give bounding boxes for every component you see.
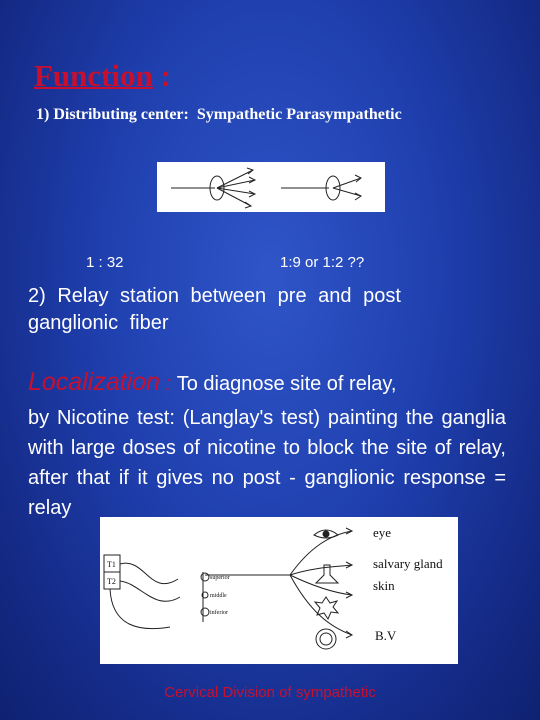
localization-colon: : — [160, 373, 177, 395]
label-bv: B.V — [375, 628, 397, 643]
label-salivary-gland: salvary gland — [373, 556, 443, 571]
label-superior: superior — [210, 575, 230, 581]
relay-station-text: 2) Relay station between pre and post ganglionic fiber — [28, 285, 401, 334]
label-eye: eye — [373, 525, 392, 540]
skin-icon — [315, 597, 338, 619]
heading-colon: : — [152, 58, 171, 93]
preganglionic-fiber-t2 — [120, 581, 180, 601]
slide-heading — [34, 58, 171, 94]
postganglionic-to-bv — [290, 575, 352, 635]
blood-vessel-icon — [316, 629, 336, 649]
superior-ganglion — [201, 573, 209, 581]
diagram-caption: Cervical Division of sympathetic — [164, 684, 376, 701]
ganglion-divergence-figure — [157, 162, 385, 212]
distributing-center-line: 1) Distributing center: Sympathetic Parasympathetic — [36, 106, 402, 123]
label-inferior: inferior — [210, 610, 228, 616]
inferior-ganglion — [201, 608, 209, 616]
label-t1: T1 — [107, 560, 116, 569]
postganglionic-to-gland — [290, 565, 352, 575]
heading-word: Function — [34, 58, 153, 93]
localization-paragraph — [28, 367, 506, 523]
preganglionic-fiber-t1 — [120, 563, 178, 584]
divergence-diagram — [157, 162, 385, 212]
localization-title: Localization — [28, 368, 161, 396]
localization-lead: To diagnose site of relay, — [176, 373, 397, 395]
label-middle: middle — [210, 593, 227, 599]
localization-body: by Nicotine test: (Langlay's test) painting the ganglia with large doses of nicotine to block the site of relay, after that if it gives no post - ganglionic response = relay — [28, 407, 506, 519]
cervical-diagram-svg — [100, 517, 458, 664]
sympathetic-ratio: 1 : 32 — [86, 254, 124, 271]
label-skin: skin — [373, 578, 395, 593]
cervical-sympathetic-diagram — [100, 517, 458, 664]
parasympathetic-ratio: 1:9 or 1:2 ?? — [280, 254, 365, 271]
label-t2: T2 — [107, 577, 116, 586]
